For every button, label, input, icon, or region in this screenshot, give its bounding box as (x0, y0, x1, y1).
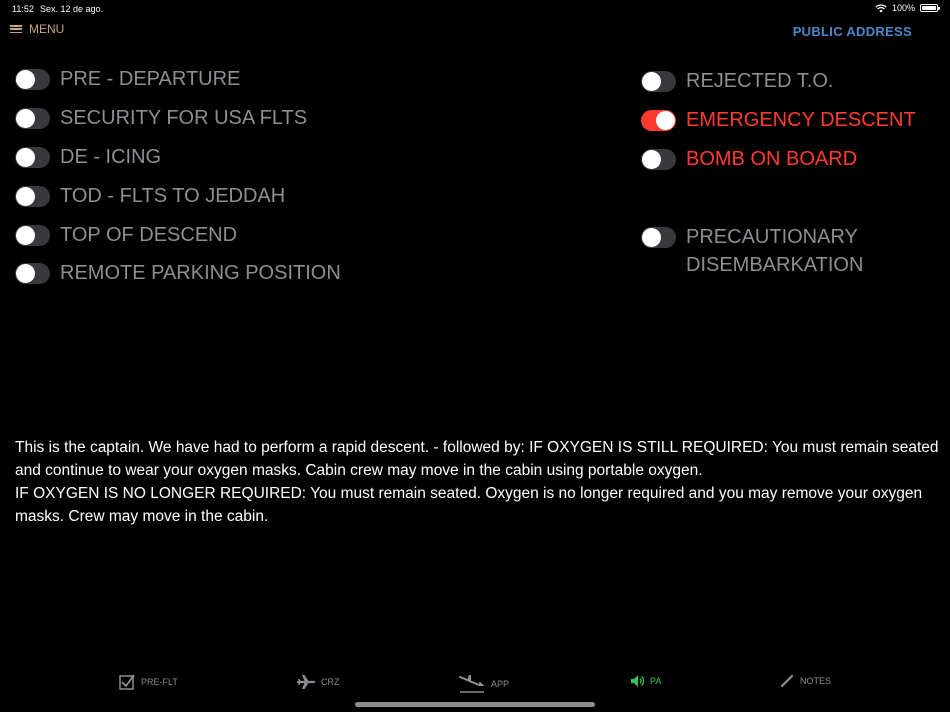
status-time: 11:52 (12, 4, 34, 14)
tab-notes[interactable] (780, 674, 831, 688)
tab-label: NOTES (800, 676, 832, 686)
announcement-text: This is the captain. We have had to perform a rapid descent. - followed by: IF OXYGEN IS STILL REQUIRED: You must remain seated and continue to wear your oxygen masks. Cabin crew may move in the cabin using portable oxygen. IF OXYGEN IS NO LONGER REQUIRED: You must remain seated. Oxygen is no longer required and you may remove your oxygen masks. Crew may move in the cabin. (15, 439, 939, 525)
status-right (875, 3, 938, 13)
tab-label: CRZ (321, 677, 340, 687)
wifi-icon (875, 4, 887, 13)
tab-app[interactable] (459, 674, 509, 694)
tab-label: PA (650, 676, 662, 686)
toggle-label: REMOTE PARKING POSITION (60, 262, 341, 284)
toggle-top-of-descend[interactable] (15, 225, 50, 246)
menu-button[interactable] (10, 22, 64, 36)
speaker-icon (630, 674, 644, 688)
toggle-row-pre-departure (15, 68, 240, 90)
menu-label: MENU (29, 22, 65, 36)
tab-pre-flt[interactable] (119, 674, 178, 690)
toggle-row-emergency-descent (641, 109, 916, 131)
toggle-bomb-on-board[interactable] (641, 149, 676, 170)
hamburger-icon (10, 25, 22, 33)
tab-label: PRE-FLT (141, 677, 178, 687)
toggle-row-remote-parking (15, 262, 341, 284)
landing-icon (459, 674, 485, 694)
battery-percent: 100% (891, 3, 915, 13)
tab-bar (0, 668, 950, 702)
status-date: Sex. 12 de ago. (40, 4, 104, 14)
toggle-tod-jeddah[interactable] (15, 186, 50, 207)
toggle-precautionary-disembarkation[interactable] (641, 227, 676, 248)
toggle-row-tod-jeddah (15, 185, 285, 207)
toggle-row-top-of-descend (15, 224, 237, 246)
toggle-de-icing[interactable] (15, 147, 50, 168)
toggle-security-usa[interactable] (15, 108, 50, 129)
toggle-label: TOD - FLTS TO JEDDAH (60, 185, 286, 207)
tab-pa[interactable] (630, 674, 661, 688)
toggle-remote-parking[interactable] (15, 263, 50, 284)
toggle-label: DE - ICING (60, 146, 162, 168)
status-bar (0, 0, 950, 18)
page-title: PUBLIC ADDRESS (792, 24, 912, 39)
toggle-row-bomb-on-board (641, 148, 857, 170)
toggle-label: PRECAUTIONARY DISEMBARKATION (686, 226, 864, 276)
toggle-label: REJECTED T.O. (686, 70, 834, 92)
battery-icon (920, 4, 938, 12)
toggle-label: PRE - DEPARTURE (60, 68, 241, 90)
pencil-icon (780, 674, 794, 688)
toggle-row-de-icing (15, 146, 161, 168)
toggle-pre-departure[interactable] (15, 69, 50, 90)
toggle-emergency-descent[interactable] (641, 110, 676, 131)
tab-label: APP (491, 679, 510, 689)
toggle-rejected-to[interactable] (641, 71, 676, 92)
toggle-label: TOP OF DESCEND (60, 224, 238, 246)
toggle-row-security-usa (15, 107, 307, 129)
toggle-row-rejected-to (641, 70, 833, 92)
airplane-icon (297, 674, 315, 690)
toggle-label: SECURITY FOR USA FLTS (60, 107, 308, 129)
tab-crz[interactable] (297, 674, 340, 690)
toggle-row-precautionary-disembarkation (641, 226, 896, 279)
home-indicator[interactable] (355, 702, 595, 707)
toggle-label: BOMB ON BOARD (686, 148, 858, 170)
toggle-label: EMERGENCY DESCENT (686, 109, 916, 131)
checkbox-icon (119, 674, 135, 690)
